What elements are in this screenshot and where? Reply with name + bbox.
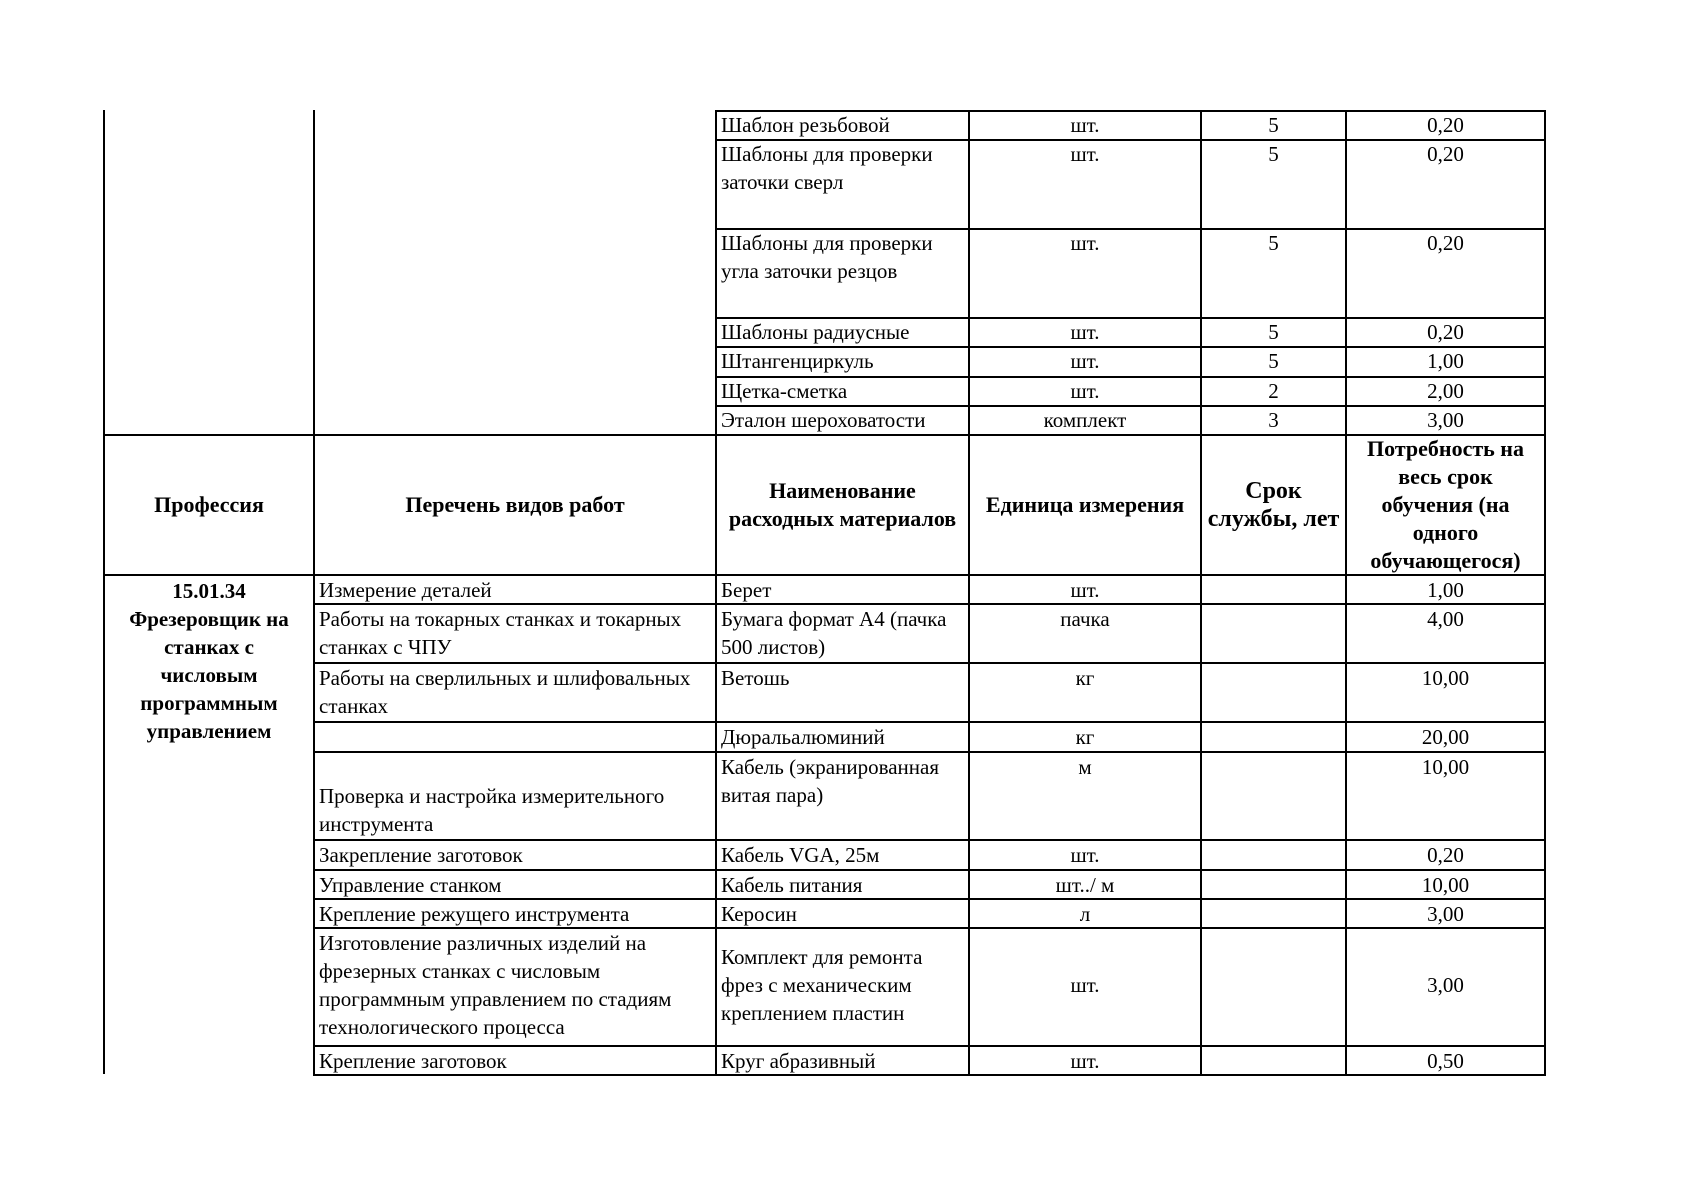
header-need: Потребность на весь срок обучения (на одного обучающегося) (1367, 436, 1524, 573)
service-life-cell (1202, 575, 1345, 603)
header-unit: Единица измерения (985, 492, 1185, 517)
need-cell: 2,00 (1427, 379, 1464, 403)
need-cell: 20,00 (1421, 725, 1470, 749)
service-life-cell (1202, 928, 1345, 1045)
service-life-cell: 5 (1268, 113, 1279, 137)
header-materials: Наименование расходных материалов (728, 478, 957, 531)
work-type-cell: Измерение деталей (319, 578, 492, 602)
unit-cell: кг (1075, 725, 1095, 749)
material-name-cell: Кабель (экранированная витая пара) (721, 755, 940, 807)
unit-cell: шт. (1070, 349, 1100, 373)
table-border (313, 110, 315, 434)
service-life-cell: 5 (1268, 349, 1279, 373)
table-border (1544, 110, 1546, 434)
unit-cell: шт. (1070, 231, 1100, 255)
material-name-cell: Шаблон резьбовой (721, 113, 890, 137)
need-cell: 10,00 (1421, 873, 1470, 897)
material-name-cell: Бумага формат А4 (пачка 500 листов) (721, 607, 947, 659)
need-cell: 3,00 (1427, 408, 1464, 432)
service-life-cell (1202, 722, 1345, 751)
service-life-cell (1202, 899, 1345, 927)
material-name-cell: Берет (721, 578, 772, 602)
need-cell: 4,00 (1427, 607, 1464, 631)
unit-cell: м (1078, 755, 1092, 779)
unit-cell: шт. (1070, 142, 1100, 166)
table-border (1544, 574, 1546, 1076)
need-cell: 0,20 (1427, 113, 1464, 137)
need-cell: 10,00 (1421, 666, 1470, 690)
material-name-cell: Кабель питания (721, 873, 863, 897)
service-life-cell (1202, 840, 1345, 869)
need-cell: 3,00 (1427, 902, 1464, 926)
service-life-cell: 2 (1268, 379, 1279, 403)
material-name-cell: Кабель VGA, 25м (721, 843, 880, 867)
material-name-cell: Круг абразивный (721, 1049, 876, 1073)
material-name-cell: Ветошь (721, 666, 790, 690)
service-life-cell: 5 (1268, 142, 1279, 166)
header-profession: Профессия (154, 492, 264, 517)
need-cell: 0,20 (1427, 843, 1464, 867)
table-border (103, 110, 105, 434)
need-cell: 1,00 (1427, 349, 1464, 373)
unit-cell: л (1079, 902, 1091, 926)
work-type-cell: Изготовление различных изделий на фрезерных станках с числовым программным управлением по стадиям технологического процесса (319, 931, 672, 1039)
service-life-cell: 3 (1268, 408, 1279, 432)
profession-cell (105, 577, 313, 757)
material-name-cell: Комплект для ремонта фрез с механическим креплением пластин (721, 945, 923, 1025)
unit-cell: шт. (1070, 1049, 1100, 1073)
profession-title: Фрезеровщик на станках с числовым программным управлением (129, 607, 289, 743)
service-life-cell (1202, 663, 1345, 721)
material-name-cell: Штангенциркуль (721, 349, 874, 373)
unit-cell: комплект (1043, 408, 1127, 432)
unit-cell: шт. (1070, 973, 1100, 997)
work-type-cell (315, 722, 715, 751)
need-cell: 0,20 (1427, 320, 1464, 344)
work-type-cell: Работы на токарных станках и токарных станках с ЧПУ (319, 607, 682, 659)
work-type-cell: Крепление режущего инструмента (319, 902, 630, 926)
profession-code: 15.01.34 (172, 579, 246, 603)
unit-cell: шт. (1070, 578, 1100, 602)
material-name-cell: Шаблоны для проверки угла заточки резцов (721, 231, 933, 283)
unit-cell: шт. (1070, 113, 1100, 137)
material-name-cell: Шаблоны радиусные (721, 320, 910, 344)
need-cell: 0,20 (1427, 142, 1464, 166)
material-name-cell: Керосин (721, 902, 797, 926)
need-cell: 3,00 (1427, 973, 1464, 997)
row-divider (313, 1074, 1546, 1076)
need-cell: 0,50 (1427, 1049, 1464, 1073)
service-life-cell: 5 (1268, 320, 1279, 344)
service-life-cell (1202, 870, 1345, 898)
need-cell: 1,00 (1427, 578, 1464, 602)
need-cell: 10,00 (1421, 755, 1470, 779)
work-type-cell: Проверка и настройка измерительного инструмента (319, 784, 665, 836)
service-life-cell (1202, 604, 1345, 662)
unit-cell: шт../ м (1055, 873, 1115, 897)
service-life-cell: 5 (1268, 231, 1279, 255)
work-type-cell: Работы на сверлильных и шлифовальных станках (319, 666, 691, 718)
service-life-cell (1202, 752, 1345, 839)
unit-cell: пачка (1060, 607, 1110, 631)
material-name-cell: Шаблоны для проверки заточки сверл (721, 142, 933, 194)
header-works-list: Перечень видов работ (405, 492, 625, 517)
unit-cell: шт. (1070, 379, 1100, 403)
service-life-cell (1202, 1046, 1345, 1074)
work-type-cell: Управление станком (319, 873, 502, 897)
unit-cell: кг (1075, 666, 1095, 690)
unit-cell: шт. (1070, 843, 1100, 867)
table-border (1544, 434, 1546, 574)
material-name-cell: Дюральалюминий (721, 725, 885, 749)
material-name-cell: Эталон шероховатости (721, 408, 926, 432)
material-name-cell: Щетка-сметка (721, 379, 848, 403)
work-type-cell: Крепление заготовок (319, 1049, 507, 1073)
need-cell: 0,20 (1427, 231, 1464, 255)
work-type-cell: Закрепление заготовок (319, 843, 523, 867)
unit-cell: шт. (1070, 320, 1100, 344)
header-service-life: Срок службы, лет (1207, 478, 1340, 532)
